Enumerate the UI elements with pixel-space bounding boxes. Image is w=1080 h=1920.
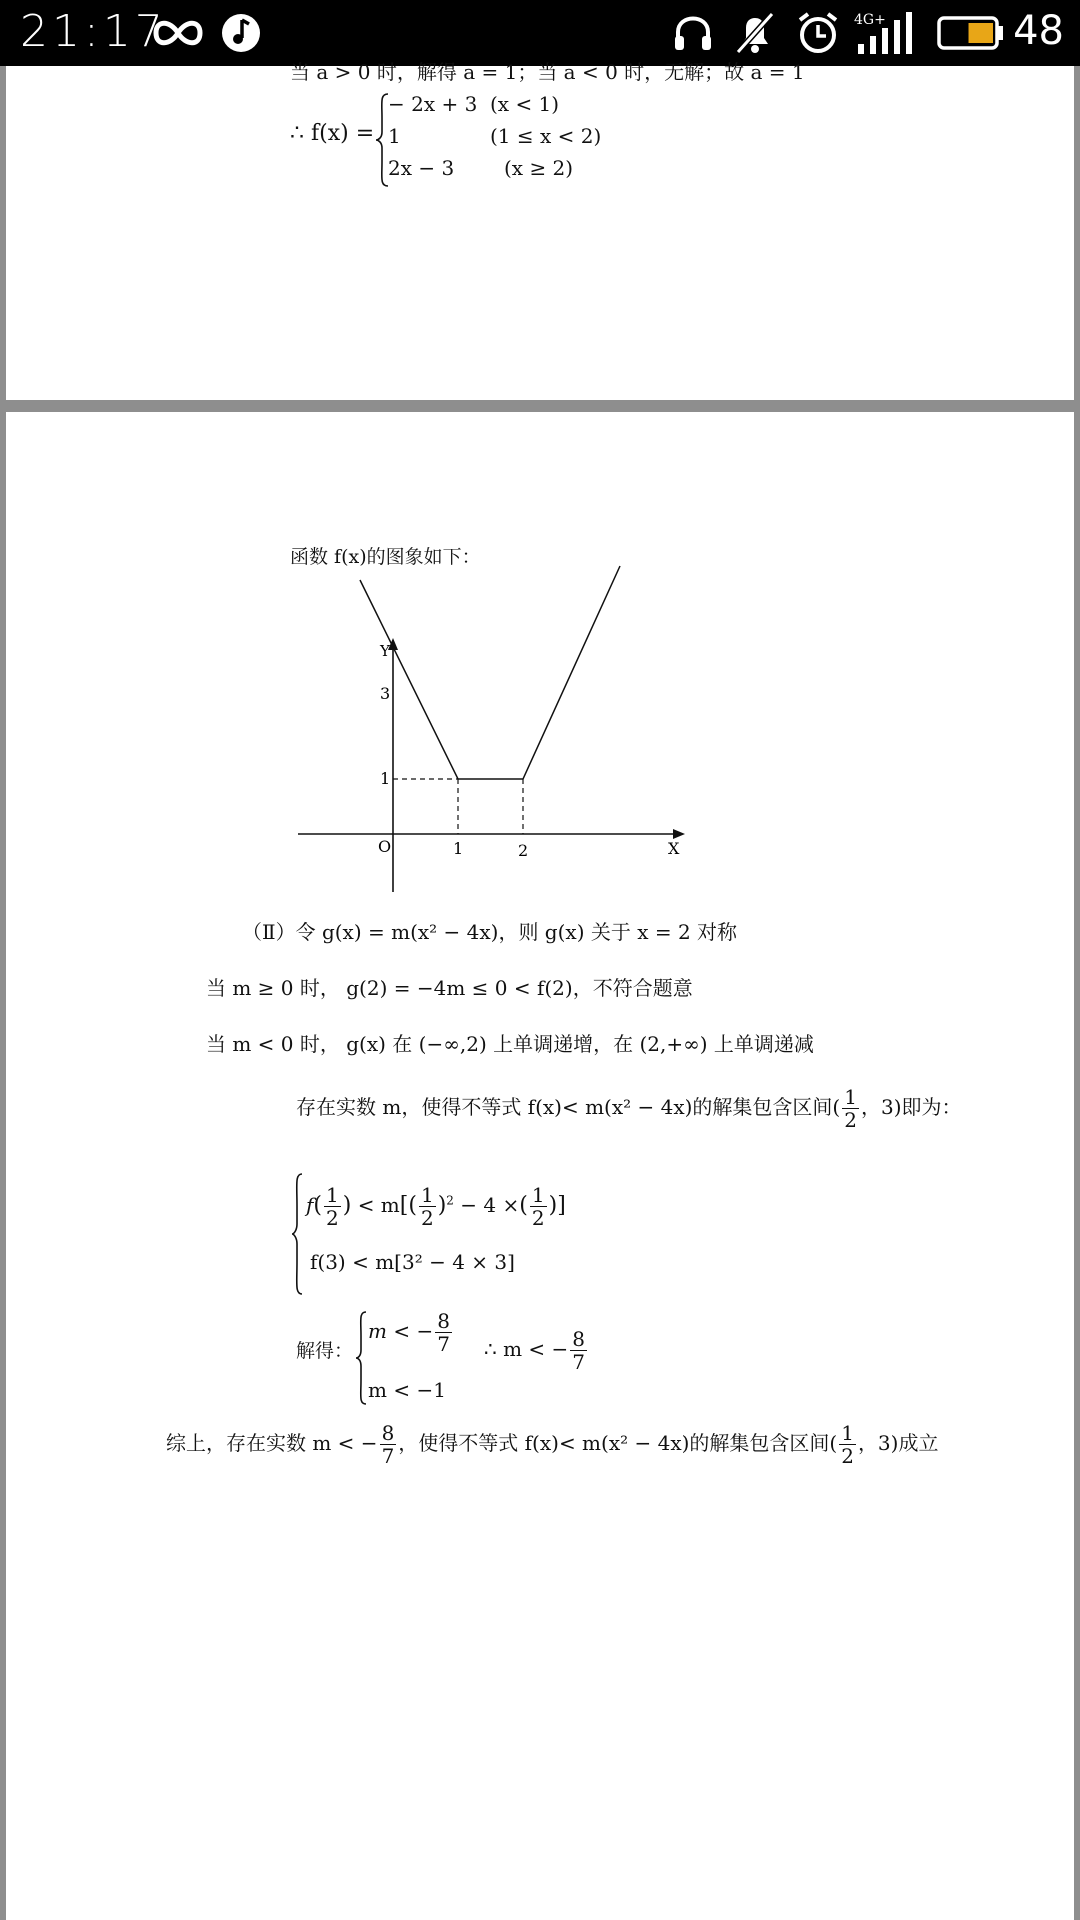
paren-left: ( — [408, 1193, 417, 1218]
conclusion-half-fraction — [839, 1422, 856, 1467]
piece1-cond: (x < 1) — [490, 92, 560, 116]
fraction-numerator: 1 — [420, 1183, 434, 1207]
fraction-denominator: 7 — [437, 1332, 450, 1356]
infinity-icon — [150, 10, 206, 56]
exists-suffix: ，3)即为： — [860, 1095, 962, 1119]
sys1-a-fraction — [324, 1184, 341, 1229]
case1-line: 当 m ≥ 0 时， g(2) = −4m ≤ 0 < f(2)，不符合题意 — [206, 976, 693, 1000]
solve1-prefix: m < − — [368, 1319, 434, 1343]
conclusion-line — [166, 1422, 938, 1467]
conclusion-m-fraction — [380, 1422, 397, 1467]
battery-icon — [936, 10, 1004, 56]
function-curve — [360, 566, 620, 779]
fraction-denominator: 7 — [572, 1350, 586, 1374]
x-axis-arrow — [673, 829, 685, 839]
fraction-numerator: 1 — [326, 1183, 339, 1207]
fraction-denominator: 2 — [326, 1206, 339, 1230]
exists-prefix: 存在实数 m，使得不等式 f(x)< m(x² − 4x)的解集包含区间( — [296, 1095, 841, 1119]
paren-left: ( — [313, 1193, 322, 1218]
paren-left: ( — [519, 1193, 528, 1218]
fraction-numerator: 1 — [531, 1183, 545, 1207]
conclusion-mid: ，使得不等式 f(x)< m(x² − 4x)的解集包含区间( — [398, 1431, 838, 1455]
status-time: 21:17 — [20, 6, 167, 57]
sys1-b-fraction — [419, 1184, 436, 1229]
graph-caption: 函数 f(x)的图象如下： — [290, 546, 481, 568]
sys1-c-fraction — [530, 1184, 547, 1229]
fraction-numerator: 8 — [381, 1421, 395, 1445]
fraction-denominator: 2 — [531, 1206, 545, 1230]
fraction-denominator: 2 — [841, 1444, 854, 1468]
tick-y-1: 1 — [380, 769, 391, 788]
signal-4g-icon — [852, 10, 916, 56]
therefore-m-prefix: ∴ m < − — [484, 1337, 569, 1361]
system-line-1 — [306, 1184, 566, 1229]
piece3-expr: 2x − 3 — [388, 156, 455, 180]
sys1-square: 2 — [446, 1193, 454, 1208]
x-axis-label: X — [668, 839, 680, 858]
tick-y-3: 3 — [380, 684, 391, 703]
exists-half-fraction — [842, 1086, 859, 1131]
conclusion-suffix: ，3)成立 — [857, 1431, 939, 1455]
solve-label: 解得： — [296, 1340, 354, 1362]
fraction-numerator: 8 — [572, 1327, 586, 1351]
document-page-1 — [6, 60, 1074, 400]
solve-line-1 — [368, 1310, 454, 1355]
part2-line: （Ⅱ）令 g(x) = m(x² − 4x)，则 g(x) 关于 x = 2 对称 — [242, 920, 738, 944]
fraction-numerator: 8 — [437, 1309, 450, 1333]
piece2-expr: 1 — [388, 124, 401, 148]
bracket-right: ] — [557, 1193, 566, 1218]
piece3-cond: (x ≥ 2) — [504, 156, 574, 180]
bracket-left: [ — [399, 1193, 409, 1218]
tick-x-1: 1 — [453, 839, 464, 858]
conclusion-prefix: 综上，存在实数 m < − — [166, 1431, 378, 1455]
sys1-f: f — [306, 1193, 314, 1217]
origin-label: O — [378, 837, 392, 856]
paren-right: ) — [437, 1193, 447, 1218]
bell-muted-icon — [734, 10, 776, 56]
alarm-icon — [796, 10, 840, 56]
tick-x-2: 2 — [518, 841, 529, 860]
sys1-minus: − 4 × — [460, 1193, 520, 1217]
headphones-icon — [672, 10, 714, 56]
solve-line-2: m < −1 — [368, 1378, 446, 1402]
case2-line: 当 m < 0 时， g(x) 在 (−∞,2) 上单调递增，在 (2,+∞) 上单调递减 — [206, 1032, 814, 1056]
therefore-m — [484, 1328, 589, 1373]
fraction-denominator: 7 — [381, 1444, 395, 1468]
fraction-denominator: 2 — [844, 1108, 857, 1132]
battery-fill — [969, 23, 993, 43]
paren-right: ) — [342, 1193, 352, 1218]
fraction-numerator: 1 — [841, 1421, 854, 1445]
paren-right: ) — [548, 1193, 558, 1218]
therefore-fx: ∴ f(x) = — [290, 121, 375, 146]
network-type-label: 4G+ — [854, 12, 886, 28]
system-brace — [290, 1172, 304, 1296]
piece1-expr: − 2x + 3 — [388, 92, 478, 116]
document-page-2 — [6, 412, 1074, 1920]
y-axis-label: Y — [380, 642, 390, 660]
top-line-text: 当 a > 0 时，解得 a = 1；当 a < 0 时，无解；故 a = 1 — [290, 60, 805, 84]
function-graph — [288, 562, 688, 892]
fraction-numerator: 1 — [844, 1085, 857, 1109]
sys1-mid: < m — [357, 1193, 400, 1217]
system-line-2: f(3) < m[3² − 4 × 3] — [310, 1250, 515, 1274]
therefore-m-fraction — [570, 1328, 587, 1373]
battery-percent: 48 — [1013, 8, 1064, 54]
solve-brace — [354, 1310, 368, 1406]
music-note-icon — [220, 10, 262, 56]
piece2-cond: (1 ≤ x < 2) — [490, 124, 602, 148]
exists-line — [296, 1086, 962, 1131]
solve1-fraction — [435, 1310, 452, 1355]
fraction-denominator: 2 — [420, 1206, 434, 1230]
